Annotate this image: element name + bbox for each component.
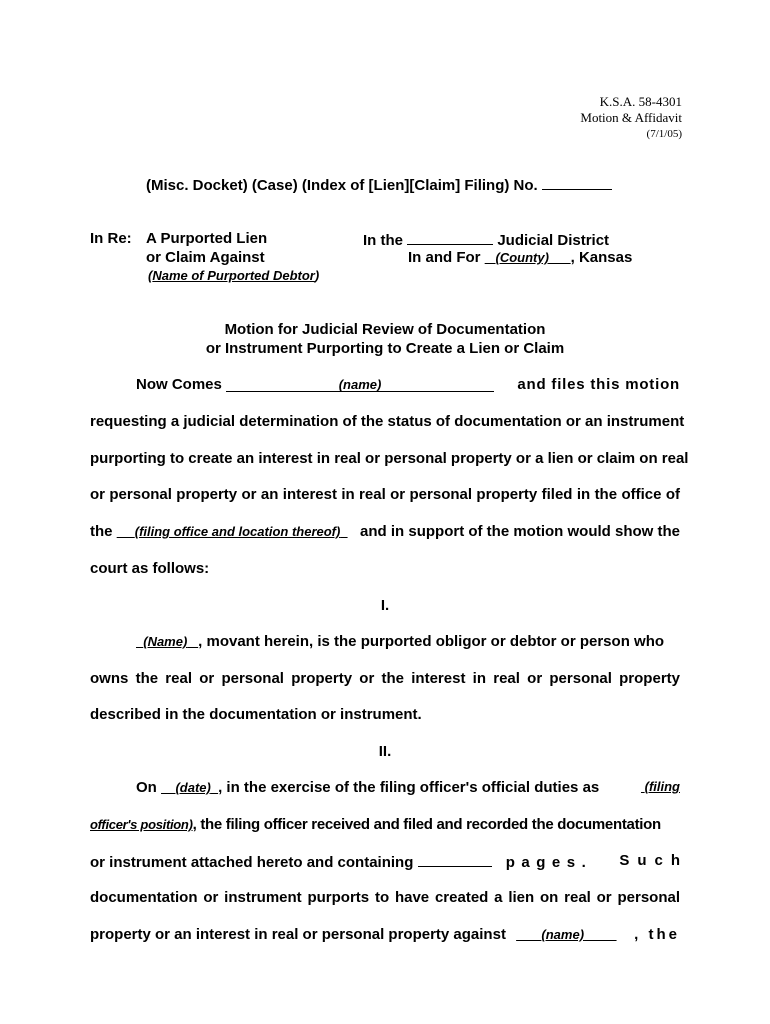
section-ii-text-2: , the filing officer received and filed and recorded the documentation <box>192 816 661 833</box>
county-line <box>408 249 632 266</box>
caption-line-1: A Purported Lien <box>146 230 268 247</box>
district-number-blank[interactable] <box>407 230 493 245</box>
statute-reference: K.S.A. 58-4301 <box>599 94 682 109</box>
page-count-blank[interactable] <box>418 852 492 867</box>
section-i-line-3: described in the documentation or instrument. <box>90 706 422 723</box>
in-and-for-label: In and For <box>408 249 481 266</box>
county-label: (County) <box>495 250 549 265</box>
form-name: Motion & Affidavit <box>580 110 682 125</box>
county-field[interactable] <box>485 250 571 265</box>
filing-label: (filing <box>644 779 680 794</box>
docket-label: (Misc. Docket) (Case) (Index of [Lien][Claim] Filing) No. <box>146 177 538 194</box>
section-ii-line-2 <box>90 816 680 833</box>
section-ii-line-4: documentation or instrument purports to have created a lien on real or personal <box>90 889 680 906</box>
on-label: On <box>136 779 157 796</box>
revision-date: (7/1/05) <box>646 128 682 140</box>
docket-line <box>146 175 612 194</box>
section-i-text-1: , movant herein, is the purported obligor or debtor or person who <box>198 633 665 650</box>
caption-line-2: or Claim Against <box>146 249 265 266</box>
officer-position-label[interactable]: officer's position) <box>90 817 193 832</box>
in-the-label: In the <box>363 232 403 249</box>
docket-number-blank[interactable] <box>542 175 612 190</box>
section-ii-text-5: property or an interest in real or personal property against <box>90 926 506 943</box>
date-label: (date) <box>175 780 211 795</box>
the-label-2: , the <box>634 926 680 943</box>
debtor-name-field-2[interactable] <box>516 927 616 942</box>
intro-line-6: court as follows: <box>90 560 210 577</box>
section-ii-line-3 <box>90 852 688 871</box>
debtor-name-field[interactable]: (Name of Purported Debtor) <box>148 268 320 283</box>
motion-title-line-1: Motion for Judicial Review of Documentation <box>224 321 546 338</box>
intro-line-4: or personal property or an interest in real or personal property filed in the office of <box>90 486 680 503</box>
filing-office-label: (filing office and location thereof) <box>134 524 341 539</box>
section-i-numeral: I. <box>380 597 390 614</box>
filing-position-field[interactable] <box>641 779 680 794</box>
intro-line-5 <box>90 523 680 540</box>
section-i-line-2: owns the real or personal property or the interest in real or personal property <box>90 670 680 687</box>
section-ii-text-1: , in the exercise of the filing officer's official duties as <box>218 779 600 796</box>
now-comes-label: Now Comes <box>136 376 222 393</box>
in-re-label: In Re: <box>90 230 132 247</box>
filing-office-field[interactable] <box>117 524 348 539</box>
support-label: and in support of the motion would show the <box>360 523 680 540</box>
debtor-name-label: Name of Purported Debtor <box>152 268 315 283</box>
section-ii-line-1 <box>90 779 680 796</box>
such-label: Such <box>619 852 688 869</box>
judicial-district-label: Judicial District <box>497 232 610 249</box>
movant-name-field-2[interactable] <box>136 634 198 649</box>
movant-name-label: (name) <box>338 377 382 392</box>
intro-line-3: purporting to create an interest in real or personal property or a lien or claim on real <box>90 450 689 467</box>
district-line <box>363 230 609 249</box>
section-i-line-1 <box>90 633 680 650</box>
section-ii-numeral: II. <box>378 743 392 760</box>
date-field[interactable] <box>161 780 218 795</box>
motion-title-line-2: or Instrument Purporting to Create a Lien or Claim <box>205 340 565 357</box>
movant-name-label-2: (Name) <box>143 634 188 649</box>
debtor-name-label-2: (name) <box>541 927 585 942</box>
pages-label: pages. <box>505 854 593 871</box>
section-ii-text-3: or instrument attached hereto and containing <box>90 854 414 871</box>
files-motion-label: and files this motion <box>517 376 680 393</box>
intro-line-2: requesting a judicial determination of the status of documentation or an instrument <box>90 413 685 430</box>
section-ii-line-5 <box>90 926 680 943</box>
state-label: , Kansas <box>570 249 633 266</box>
now-comes-line <box>90 376 680 393</box>
movant-name-field[interactable] <box>226 377 494 392</box>
the-label: the <box>90 523 113 540</box>
